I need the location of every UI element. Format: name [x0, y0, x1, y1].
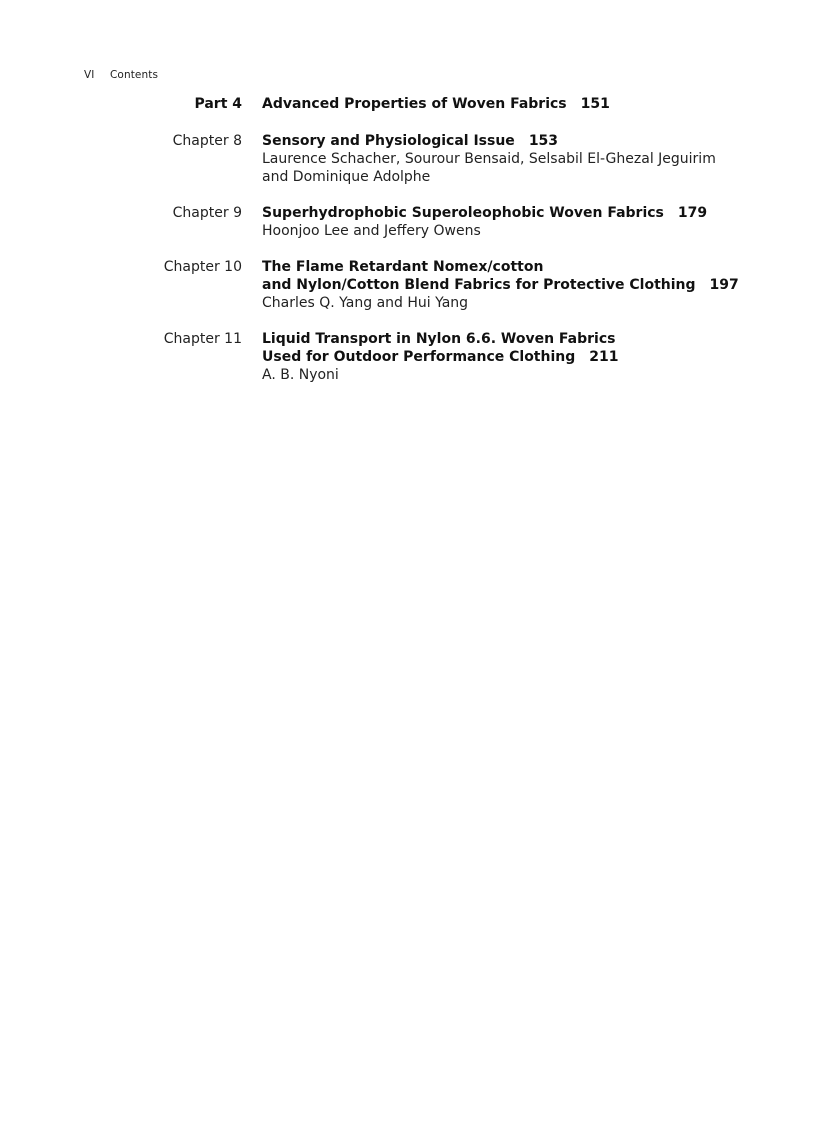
- chapter-label: Chapter 9: [172, 205, 242, 221]
- chapter-authors: Hoonjoo Lee and Jeffery Owens: [262, 223, 481, 239]
- chapter-title-line[interactable]: [262, 276, 742, 294]
- toc-chapter-entry[interactable]: [0, 258, 816, 312]
- part-title-line[interactable]: [262, 95, 742, 113]
- part-page-ref: 151: [580, 96, 610, 112]
- chapter-authors: and Dominique Adolphe: [262, 169, 431, 185]
- chapter-title: and Nylon/Cotton Blend Fabrics for Protective Clothing: [262, 277, 696, 293]
- part-title: Advanced Properties of Woven Fabrics: [262, 96, 567, 112]
- chapter-title: Superhydrophobic Superoleophobic Woven Fabrics: [262, 205, 664, 221]
- chapter-authors: Laurence Schacher, Sourour Bensaid, Selsabil El-Ghezal Jeguirim: [262, 151, 716, 167]
- chapter-title-line[interactable]: Liquid Transport in Nylon 6.6. Woven Fabrics: [262, 331, 616, 347]
- table-of-contents: [0, 95, 816, 402]
- chapter-page-ref: 197: [709, 277, 739, 293]
- chapter-page-ref: 179: [677, 205, 708, 221]
- chapter-label: Chapter 8: [172, 133, 242, 149]
- running-head: [84, 69, 158, 81]
- page-number: VI: [84, 69, 95, 81]
- chapter-title: Sensory and Physiological Issue: [262, 133, 515, 149]
- chapter-page-ref: 153: [528, 133, 559, 149]
- chapter-authors: Charles Q. Yang and Hui Yang: [262, 295, 469, 311]
- part-label: Part 4: [194, 96, 242, 112]
- running-head-section: Contents: [110, 69, 159, 81]
- toc-chapter-entry[interactable]: [0, 330, 816, 384]
- chapter-title: Used for Outdoor Performance Clothing: [262, 349, 576, 365]
- chapter-title-line[interactable]: [262, 348, 742, 366]
- chapter-page-ref: 211: [589, 349, 619, 365]
- toc-chapter-entry[interactable]: [0, 204, 816, 240]
- toc-part-entry[interactable]: [0, 95, 816, 113]
- chapter-label: Chapter 11: [163, 331, 242, 347]
- chapter-title-line[interactable]: The Flame Retardant Nomex/cotton: [262, 259, 544, 275]
- toc-chapter-entry[interactable]: [0, 132, 816, 186]
- chapter-label: Chapter 10: [163, 259, 242, 275]
- chapter-title-line[interactable]: [262, 132, 742, 150]
- chapter-authors: A. B. Nyoni: [262, 367, 339, 383]
- chapter-title-line[interactable]: [262, 204, 742, 222]
